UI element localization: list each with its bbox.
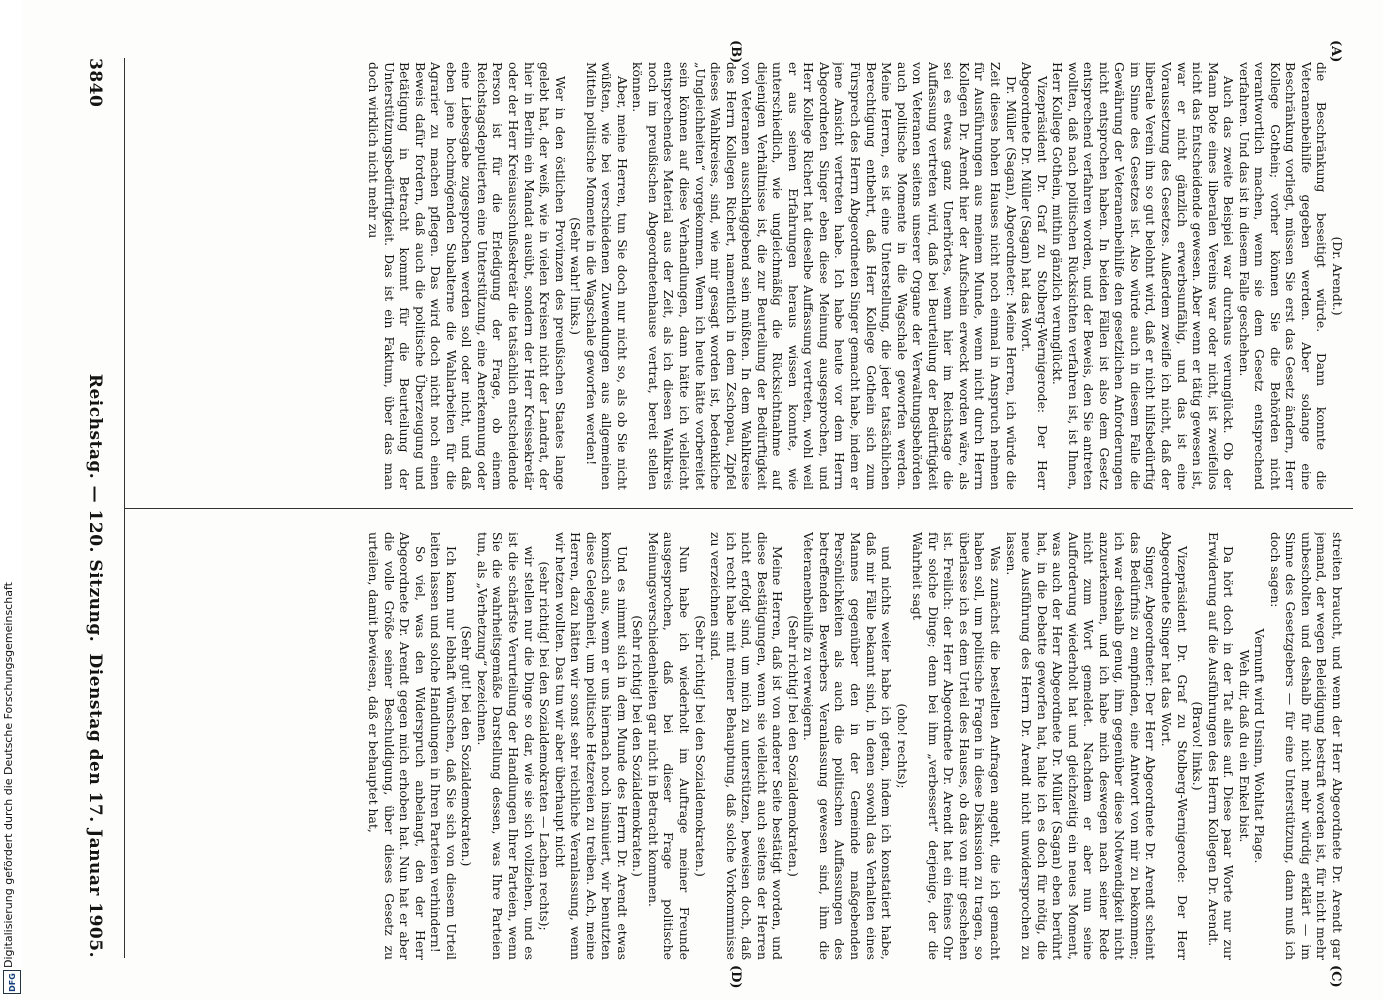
paragraph: wir stellen nur die Dinge so dar, wie sie sich vollziehen, und es ist die schärfste Verurteilung der Handlungen Ihrer Parteien, wenn Sie die wahrheitsgemäße Darstellung dessen, was Ihre Parteien tun, als „Verhetzung“ bezeichnen. xyxy=(474,532,537,960)
digitization-note: Digitalisierung gefördert durch die Deutsche Forschungsgemeinschaft xyxy=(2,582,15,968)
paragraph: Singer, Abgeordneter: Der Herr Abgeordnete Dr. Arendt scheint das Bedürfnis zu empfinden, eine Antwort von mir zu bekommen; ich war deshalb genug, ihm gegenüber diese Notwendigkeit nicht anzuerkennen, und ich habe mich deswegen nach seiner Rede nicht zum Wort gemeldet. Nachdem er aber nun seine Aufforderung wiederholt hat und gleichzeitig ein neues Moment, was auch der Herr Abgeordnete Dr. Müller (Sagan) eben berührt hat, in die Debatte geworfen hat, halte ich es doch für nötig, die neue Ausführung des Herrn Dr. Arendt nicht unwidersprochen zu lassen. xyxy=(1003,532,1159,960)
left-text-column xyxy=(130,62,1345,490)
speaker-announcement: Vizepräsident Dr. Graf zu Stolberg-Wernigerode: Der Herr Abgeordnete Singer hat das Wort. xyxy=(1158,532,1190,960)
interjection: (oho! rechts); xyxy=(894,703,910,789)
dfg-logo-icon xyxy=(3,970,21,994)
paragraph: Was zunächst die bestellten Anfragen angeht, die ich gemacht haben soll, um politische Fragen in diese Diskussion zu tragen, so überlasse ich es dem Urteil des Hauses, ob das von mir geschehen ist. Freilich: der Herr Abgeordnete Dr. Arendt hat ein feines Ohr für solche Dinge; denn bei ihm „verbessert“ derjenige, der die Wahrheit sagt xyxy=(910,532,1003,960)
quotation: Weh dir, daß du ein Enkel bist. xyxy=(1236,649,1252,843)
paragraph: und nichts weiter habe ich getan, indem ich konstatiert habe, daß mir Fälle bekannt sind, in denen sowohl das Verhalten eines Mannes gegenüber den in der Gemeinde maßgebenden Persönlichkeiten als auch die politischen Auffassungen des betreffenden Bewerbers Veranlassung gewesen sind, ihm die Veteranenbeihilfe zu verweigern. xyxy=(801,532,895,960)
margin-mark-c: (C) xyxy=(1328,965,1343,988)
paragraph: Meine Herren, daß ist von anderer Seite bestätigt worden, und diese Bestätigungen, wenn sie vielleicht auch seitens der Herren nicht erfolgt sind, um mich zu unterstützen, beweisen doch, daß ich recht habe mit meiner Behauptung, daß solche Vorkommnisse zu verzeichnen sind. xyxy=(708,532,786,960)
column-divider xyxy=(125,508,1353,509)
paragraph: Aber, meine Herren, tun Sie doch nur nicht so, als ob Sie nicht wüßten, wie bei verschiedenen Zuwendungen aus allgemeinen Mitteln politische Momente in die Wagschale geworfen werden! xyxy=(583,62,630,490)
quotation: Vernunft wird Unsinn, Wohltat Plage. xyxy=(1252,628,1268,864)
paragraph: Wer in den östlichen Provinzen des preußischen Staates lange gelebt hat, der weiß, wie in vielen Kreisen nicht der Landrat, der hier in Berlin ein Mandat ausübt, sondern der Herr Kreissekretär oder der Herr Kreisausschußsekretär die tatsächlich entscheidende Person ist für die Erledigung der Frage, ob einem Reichstagsdeputierten eine Unterstützung, eine Anerkennung oder eine Liebesgabe zugesprochen werden soll oder nicht, und daß eben jene hochmögenden Subalterne die Wahlarbeiten für die Agrarier zu machen pflegen. Das wird doch nicht noch einen Beweis dafür fordern, daß auch die politische Überzeugung und Betätigung in Betracht kommt für die Beurteilung der Unterstützungsbedürftigkeit. Das ist ein Faktum, über das man doch wirklich nicht mehr zu xyxy=(366,62,568,490)
interjection: (Bravo! links.) xyxy=(1190,701,1206,791)
margin-mark-b: (B) xyxy=(728,40,743,64)
interjection: (Sehr wahr! links.) xyxy=(568,217,584,335)
interjection: (Sehr richtig! bei den Sozialdemokraten.) xyxy=(785,615,801,877)
paragraph: Ich kann nur lebhaft wünschen, daß Sie sich von diesem Urteil leiten lassen und solche Handlungen in Ihren Parteien verhindern! xyxy=(428,532,459,960)
paragraph: die Beschränkung beseitigt würde. Dann konnte die Veteranenbeihilfe gegeben werden. Aber solange eine Beschränkung vorliegt, müssen Sie erst das Gesetz ändern, Herr Kollege Gothein; vorher können Sie die Behörden nicht verantwortlich machen, wenn sie dem Gesetz entsprechend verfahren. Und das ist in diesem Falle geschehen. xyxy=(1236,62,1330,490)
speaker-note: (Dr. Arendt.) xyxy=(1330,236,1345,316)
digitization-footer xyxy=(0,0,22,1000)
paragraph: Und es nimmt sich in dem Munde des Herrn Dr. Arendt etwas komisch aus, wenn er uns hiernach noch insinuiert, wir benutzten diese Gelegenheit, um politische Hetzereien zu treiben. Ach, meine Herren, dazu hätten wir sonst sehr reichliche Veranlassung, wenn wir hetzen wollten. Das tun wir aber überhaupt nicht xyxy=(552,532,630,960)
paragraph: Da hört doch in der Tat alles auf. Diese paar Worte nur zur Erwiderung auf die Ausführungen des Herrn Kollegen Dr. Arendt. xyxy=(1205,532,1237,960)
margin-mark-d: (D) xyxy=(728,965,743,989)
dfg-logo-text: DFG xyxy=(7,972,17,992)
session-date: Dienstag den 17. Januar 1905. xyxy=(85,653,105,958)
paragraph: streiten braucht, und wenn der Herr Abgeordnete Dr. Arendt gar jemand, der wegen Beleidigung bestraft worden ist, für nicht mehr unbescholten und deshalb für nicht mehr würdig erklärt — im Sinne des Gesetzgebers — für eine Unterstützung, dann muß ich doch sagen: xyxy=(1267,532,1345,960)
interjection: (sehr richtig! bei den Sozialdemokraten — Lachen rechts); xyxy=(537,561,553,931)
paragraph: Auch das zweite Beispiel war durchaus verunglückt. Ob der Mann Bote eines liberalen Vereins war oder nicht, ist zweifellos nicht das Entscheidende gewesen. Aber wenn er tätig gewesen ist, war er nicht gänzlich erwerbsunfähig, und das ist eine Voraussetzung des Gesetzes. Außerdem zweifle ich nicht, daß der liberale Verein ihn so gut belohnt wird, daß er nicht hilfsbedürftig im Sinne des Gesetzes ist. Also würde auch in diesem Falle die Gewährung der Veteranenbeihilfe den gesetzlichen Anforderungen nicht entsprochen haben. In beiden Fällen ist also dem Gesetz entsprechend verfahren worden, und der Beweis, den Sie antreten wollten, daß nach politischen Rücksichten verfahren ist, ist Ihnen, Herr Kollege Gothein, mithin gänzlich verunglückt. xyxy=(1050,62,1237,490)
page-header xyxy=(73,58,113,958)
right-text-column xyxy=(130,532,1345,960)
speaker-announcement: Vizepräsident Dr. Graf zu Stolberg-Wernigerode: Der Herr Abgeordnete Dr. Müller (Sagan) hat das Wort. xyxy=(1019,62,1050,490)
paragraph: Dr. Müller (Sagan), Abgeordneter: Meine Herren, ich würde die Zeit dieses hohen Hauses nicht noch einmal in Anspruch nehmen für Ausführungen aus meinem Munde, wenn nicht durch Herrn Kollegen Dr. Arendt hier der Aufschein erweckt worden wäre, als sei es etwas ganz Unerhörtes, wenn hier im Reichstage die Auffassung vertreten wird, daß bei Beurteilung der Bedürftigkeit von Veteranen seitens unserer Organe der Verwaltungsbehörden auch politische Momente in die Wagschale geworfen werden. Meine Herren, es ist eine Unterstellung, die jeder tatsächlichen Berechtigung entbehrt, daß Herr Kollege Gothein sich zum Fürsprech des Herrn Abgeordneten Singer gemacht habe, indem er jene Ansicht vertreten habe. Ich habe heute vor dem Herrn Abgeordneten Singer eben diese Meinung ausgesprochen, und Herr Kollege Richert hat dieselbe Auffassung vertreten, wohl weil er aus seinen Erfahrungen heraus wissen konnte, wie unterschiedlich, wie ungleichmäßig die Rücksichtnahme auf diejenigen Verhältnisse ist, die zur Beurteilung der Bedürftigkeit von Veteranen ausschlaggebend sein müßten. In dem Wahlkreise des Herrn Kollegen Richert, namentlich in dem Zschopau, Zipfel dieses Wahlkreises, sind, wie mir gesagt worden ist, bedenkliche „Ungleichheiten“ vorgekommen. Wenn ich heute hätte vorbereitet sein können auf diese Verhandlungen, dann hätte ich vielleicht entsprechendes Material aus der Zeit, als ich diesen Wahlkreis noch im preußischen Abgeordnetenhause vertrat, bereit stellen können. xyxy=(630,62,1019,490)
interjection: (Sehr gut! bei den Sozialdemokraten.) xyxy=(459,625,475,867)
page-number: 3840 xyxy=(85,58,105,108)
margin-mark-a: (A) xyxy=(1328,40,1343,63)
session-title: Reichstag. — 120. Sitzung. xyxy=(85,373,105,643)
interjection: (Sehr richtig! bei den Sozialdemokraten.) xyxy=(630,615,646,877)
paragraph: Nun habe ich wiederholt im Auftrage meiner Freunde ausgesprochen, daß bei dieser Frage politische Meinungsverschiedenheiten gar nicht in Betracht kommen. xyxy=(645,532,693,960)
interjection: (Sehr richtig! bei den Sozialdemokraten.) xyxy=(692,615,708,877)
paragraph: So viel, was den Widerspruch anbelangt, den der Herr Abgeordnete Dr. Arendt gegen mich erhoben hat. Nun hat er aber die volle Größe seiner Beschuldigung, über dieses Gesetz zu urteilen, damit bewiesen, daß er behauptet hat, xyxy=(366,532,428,960)
